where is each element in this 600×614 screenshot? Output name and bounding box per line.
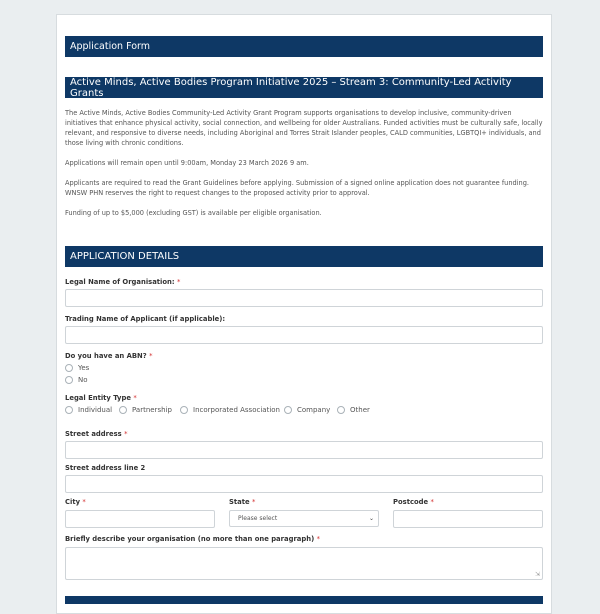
radio-circle-icon (65, 364, 73, 372)
describe-label: Briefly describe your organisation (no more than one paragraph) * (65, 535, 320, 543)
entity-radio-company[interactable]: Company (284, 406, 330, 414)
section-bar (65, 246, 543, 267)
city-label: City * (65, 498, 86, 506)
legal-name-label: Legal Name of Organisation: * (65, 278, 181, 286)
state-select[interactable]: Please select ⌄ (229, 510, 379, 527)
street-input[interactable] (65, 441, 543, 459)
entity-radio-individual[interactable]: Individual (65, 406, 112, 414)
radio-circle-icon (65, 376, 73, 384)
street2-label: Street address line 2 (65, 464, 146, 472)
intro-paragraph-2: Applications will remain open until 9:00am, Monday 23 March 2026 9 am. (65, 159, 309, 167)
required-mark: * (176, 278, 181, 286)
required-mark: * (149, 352, 153, 360)
form-title: Application Form (70, 41, 151, 52)
legal-name-input[interactable] (65, 289, 543, 307)
street-label: Street address * (65, 430, 128, 438)
radio-circle-icon (180, 406, 188, 414)
describe-textarea[interactable] (65, 547, 543, 580)
state-label: State * (229, 498, 256, 506)
required-mark: * (124, 430, 128, 438)
intro-paragraph-1: The Active Minds, Active Bodies Community-Led Activity Grant Program supports organisations to develop inclusive, community-driven initiatives that enhance physical activity, social connection, and wellbeing for older Australians. Funded activities must be culturally safe, locally relevant, and responsive to diverse needs, including Aboriginal and Torres Strait Islander peoples, CALD communities, LGBTQI+ individuals, and those living with chronic conditions. (65, 109, 543, 147)
required-mark: * (82, 498, 86, 506)
intro-paragraph-3: Applicants are required to read the Grant Guidelines before applying. Submission of a signed online application does not guarantee funding. WNSW PHN reserves the right to request changes to the proposed activity prior to approval. (65, 179, 529, 197)
radio-circle-icon (65, 406, 73, 414)
next-section-bar (65, 596, 543, 604)
street2-input[interactable] (65, 475, 543, 493)
form-title-bar (65, 36, 543, 57)
abn-label: Do you have an ABN? * (65, 352, 153, 360)
required-mark: * (430, 498, 434, 506)
city-input[interactable] (65, 510, 215, 528)
entity-radio-incorporated[interactable]: Incorporated Association (180, 406, 280, 414)
program-title: Active Minds, Active Bodies Program Initiative 2025 – Stream 3: Community-Led Activity Grants (70, 76, 512, 99)
abn-radio-no[interactable]: No (65, 376, 88, 384)
entity-label: Legal Entity Type * (65, 394, 137, 402)
radio-circle-icon (337, 406, 345, 414)
radio-circle-icon (119, 406, 127, 414)
trading-name-input[interactable] (65, 326, 543, 344)
trading-name-label: Trading Name of Applicant (if applicable): (65, 315, 226, 323)
entity-radio-other[interactable]: Other (337, 406, 370, 414)
required-mark: * (133, 394, 137, 402)
entity-radio-partnership[interactable]: Partnership (119, 406, 172, 414)
postcode-label: Postcode * (393, 498, 434, 506)
program-title-bar (65, 77, 543, 98)
section-title: APPLICATION DETAILS (70, 251, 180, 262)
resize-handle-icon[interactable]: ⇲ (535, 571, 541, 578)
chevron-down-icon: ⌄ (368, 515, 374, 522)
required-mark: * (251, 498, 256, 506)
radio-circle-icon (284, 406, 292, 414)
postcode-input[interactable] (393, 510, 543, 528)
intro-paragraph-4: Funding of up to $5,000 (excluding GST) is available per eligible organisation. (65, 209, 322, 217)
required-mark: * (316, 535, 320, 543)
abn-radio-yes[interactable]: Yes (65, 364, 89, 372)
